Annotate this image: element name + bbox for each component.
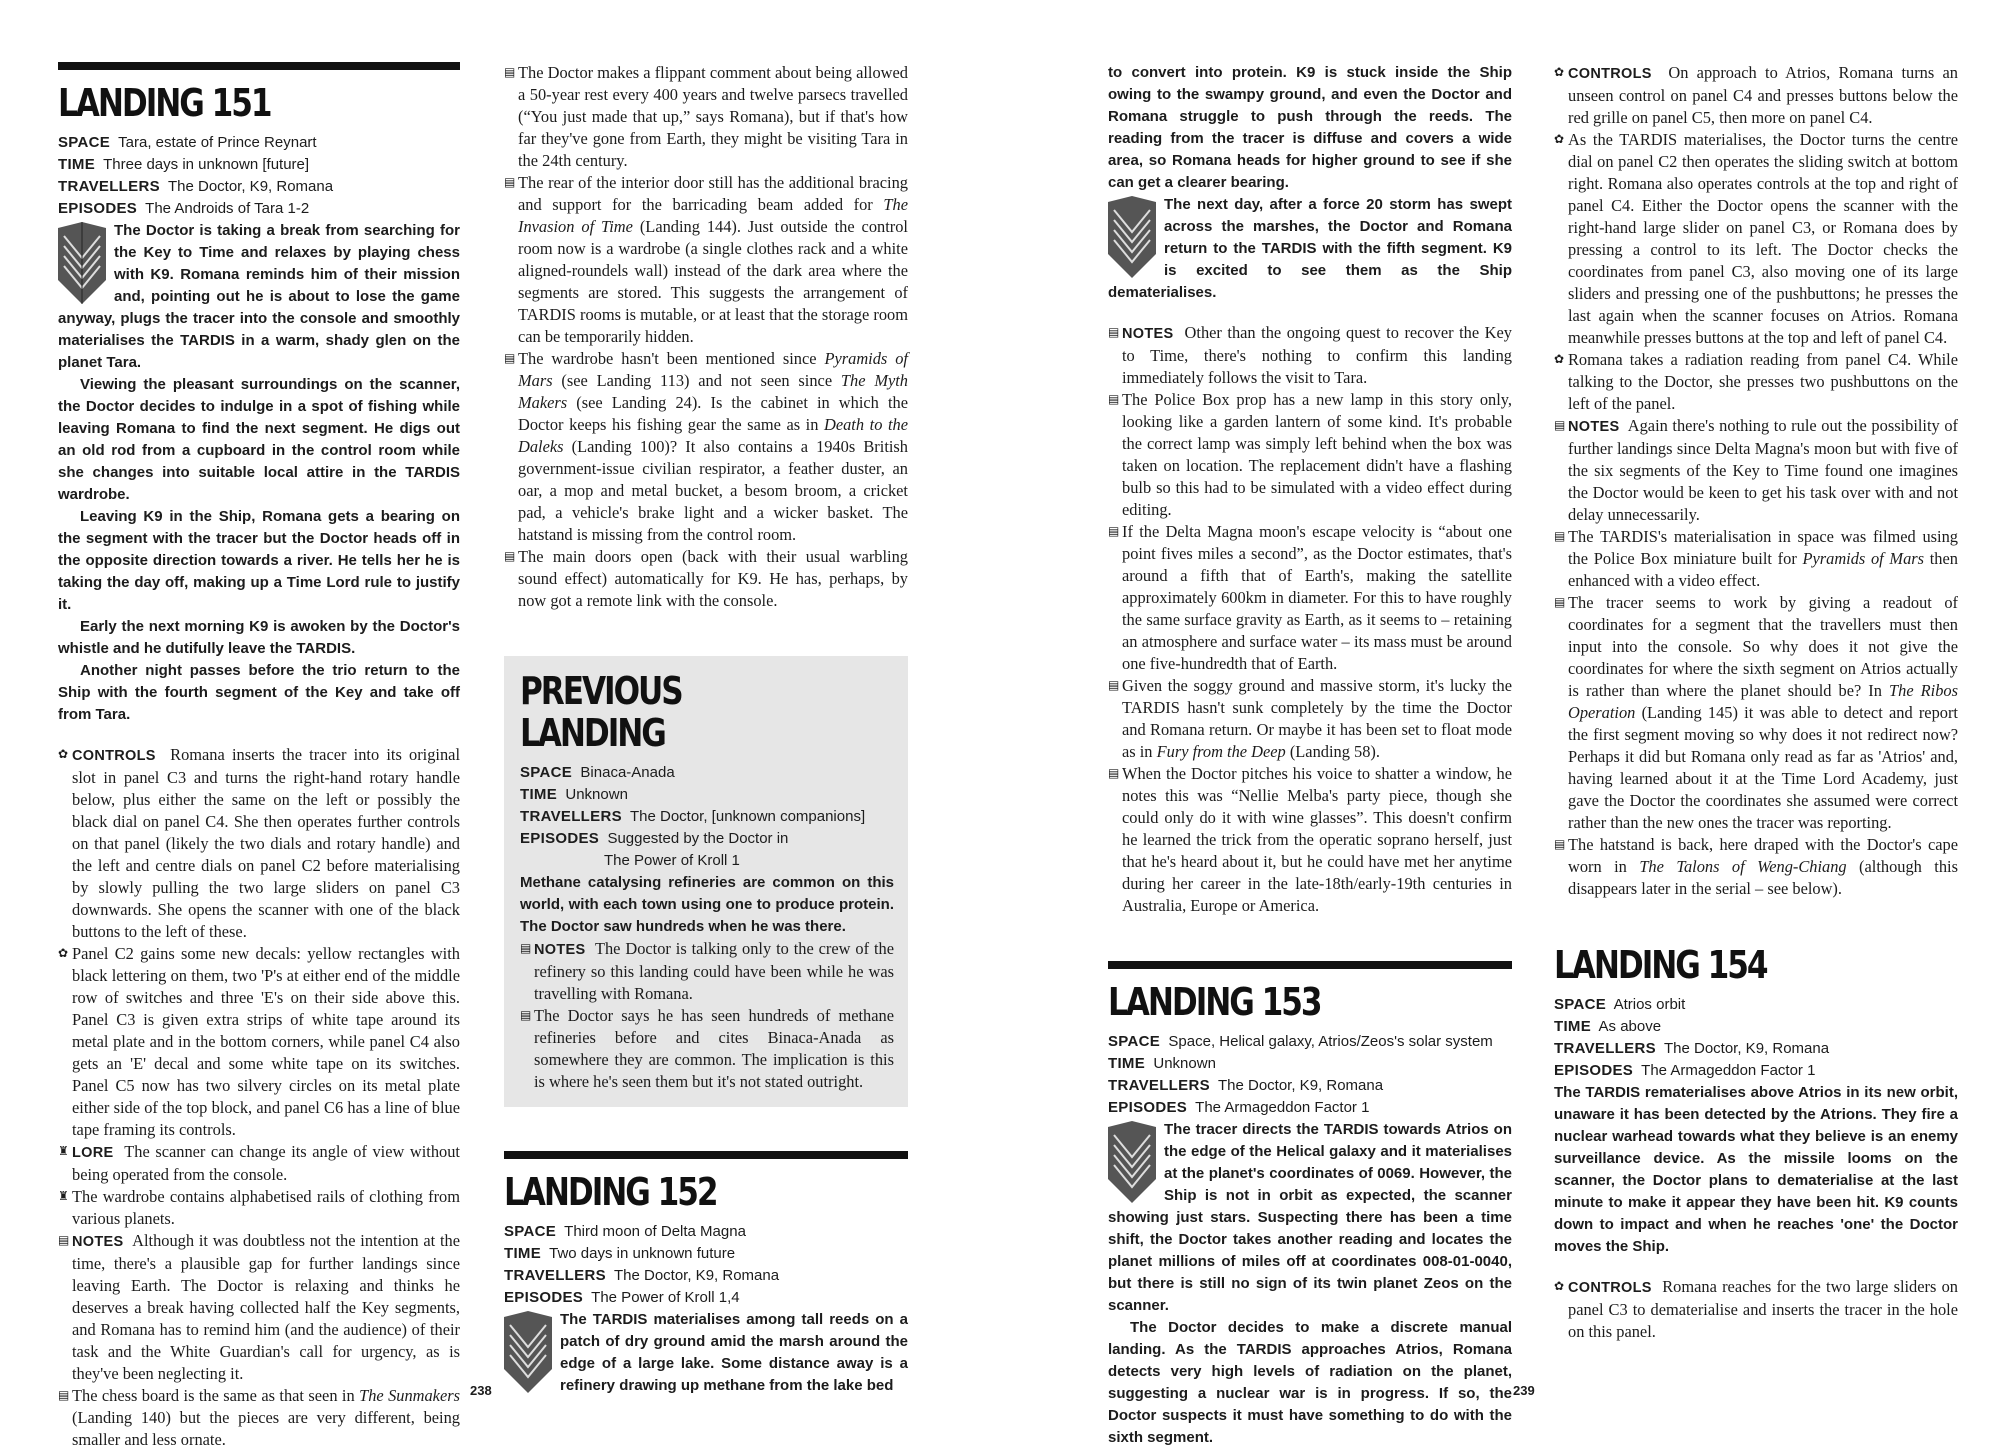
landing-154-summary: The TARDIS rematerialises above Atrios in its new orbit, unaware it has been detected by the Atrions. They fire a nuclear warhead towards what they believe is an enemy surveillance device. As the missile looms on the scanner, the Doctor plans to dematerialise at the last minute to make it appear they have been hit. K9 counts down to impact and when he reaches 'one' the Doctor moves the Ship. (1554, 1084, 1958, 1255)
landing-152-notes: ▤ NOTES Other than the ongoing quest to recover the Key to Time, there's nothing to confirm this landing immediately follows the visit to Tara. ▤ The Police Box prop has a new lamp in this story only, looking like a garden lantern of some kind. It's probable the correct lamp was simply left behind when the box was taken on location. The replacement didn't have a flashing bulb so this had to be simulated with a video effect during editing. ▤ If the Delta Magna moon's escape velocity is “about one point fives miles a second”, as the Doctor estimates, that's around a fifth that of Earth's, making the satellite approximately 600km in diameter. For this to have roughly the same surface gravity as Earth, as it seems to – retaining an atmosphere and surface water – its mass must be around one five-hundredth that of Earth. ▤ Given the soggy ground and massive storm, it's lucky the TARDIS hasn't sunk completely by the time the Doctor and Romana return. Or maybe it has been set to float mode as in Fury from the Deep (Landing 58). ▤ When the Doctor pitches his voice to shatter a window, he notes this was “Nellie Melba's party piece, though she could only do it with wine glasses”. This doesn't confirm he learned the trick from the operatic soprano herself, just that he's heard about it, but he could have met her anytime during her career in the late-18th/early-19th centuries in Australia, Europe or America. (1108, 323, 1512, 915)
time-tunnel-icon (504, 1311, 552, 1393)
landing-153-summary: The tracer directs the TARDIS towards Atrios on the edge of the Helical galaxy and it materialises at the planet's coordinates of 0069. However, the Ship is not in orbit as expected, the scanner showing just stars. Suspecting there has been a time shift, the Doctor takes another reading and locates the planet millions of miles off at coordinates 008-01-0040, but there is still no sign of its twin planet Zeos on the scanner. The Doctor decides to make a discrete manual landing. As the TARDIS approaches Atrios, Romana detects very high levels of radiation on the planet, suggesting a nuclear war is in progress. If so, the Doctor suspects it must have something to do with the sixth segment. (1108, 1121, 1512, 1446)
lore-icon: ♜ (58, 1189, 69, 1203)
notepad-icon: ▤ (504, 549, 516, 563)
time-tunnel-icon (1108, 1121, 1156, 1203)
time-tunnel-icon (58, 222, 106, 304)
landing-153-title: LANDING 153 (1108, 980, 1321, 1024)
landing-152-summary-cont: to convert into protein. K9 is stuck inside the Ship owing to the swampy ground, and even the Doctor and Romana struggle to push through the reeds. The reading from the tracer is diffuse and covers a wide area, so Romana heads for higher ground to see if she can get a clearer bearing. (1108, 64, 1512, 191)
gear-icon: ✿ (1554, 132, 1565, 146)
notepad-icon: ▤ (1554, 418, 1566, 432)
gear-icon: ✿ (58, 747, 69, 761)
column-3 (1108, 62, 1512, 1449)
notepad-icon: ▤ (1554, 529, 1566, 543)
page-number-right: 239 (1513, 1383, 1535, 1398)
landing-152-summary-end: The next day, after a force 20 storm has swept across the marshes, the Doctor and Romana return to the TARDIS with the fifth segment. K9 is excited to see them as the Ship dematerialises. (1108, 196, 1512, 301)
landing-151-meta: SPACE Tara, estate of Prince Reynart TIME Three days in unknown [future] TRAVELLERS The Doctor, K9, Romana EPISODES The Androids of Tara 1-2 (58, 134, 334, 217)
gear-icon: ✿ (1554, 1279, 1565, 1293)
landing-154-meta: SPACE Atrios orbit TIME As above TRAVELLERS The Doctor, K9, Romana EPISODES The Armageddon Factor 1 (1554, 996, 1830, 1079)
column-2: ▤ The Doctor makes a flippant comment about being allowed a 50-year rest every 400 years and twelve parsecs travelled (“You just made that up,” says Romana), but if that's how far they've gone from Earth, they might be visiting Tara in the 24th century. ▤ The rear of the interior door still has the additional bracing and support for the barricading beam added for The Invasion of Time (Landing 144). Just outside the control room now is a wardrobe (a single clothes rack and a white aligned-roundels wall) instead of the dark area where the segments are stored. This suggests the arrangement of TARDIS rooms is mutable, or at least that the storage room can be temporarily hidden. ▤ The wardrobe hasn't been mentioned since Pyramids of Mars (see Landing 113) and not seen since The Myth Makers (see Landing 24). Is the cabinet in which the Doctor keeps his fishing gear the same as in Death to the Daleks (Landing 100)? It also contains a 1940s British government-issue civilian respirator, a feather duster, an oar, a mop and metal bucket, a besom broom, a cricket pad, a vehicle's brake light and a wicker basket. The hatstand is missing from the control room. ▤ The main doors open (back with their usual warbling sound effect) automatically for K9. He has, perhaps, by now got a remote link with the console. PREVIOUS LANDING SPACE Binaca-Anada TIME Unknown TRAVELLERS The Doctor, [unknown companions] EPISODES Suggested by the Doctor in The Power of Kroll 1 Methane catalysing refineries are common on this world, with each town using one to produce protein. The Doctor saw hundreds when he was there. ▤ NOTES The Doctor is talking only to the crew of the refinery so this landing could have been while he was travelling with Romana. ▤ The Doctor says he has seen hundreds of methane refineries before and cites Binaca-Anada as somewhere they are common. The implication is this is where he's seen them but it's not stated outright. LANDING 152 SPACE Third moon of Delta Magna TIME Two days in unknown future TRAVELLERS The Doctor, K9, Romana EPISODES The Power of Kroll 1,4 The TARDIS materialises among tall reeds on a patch of dry ground amid the marsh around the edge of a large lake. Some distance away is a refinery drawing up methane from the lake bed (504, 62, 908, 1397)
section-rule (504, 1151, 908, 1159)
notepad-icon: ▤ (504, 175, 516, 189)
previous-landing-box: PREVIOUS LANDING SPACE Binaca-Anada TIME Unknown TRAVELLERS The Doctor, [unknown companions] EPISODES Suggested by the Doctor in The Power of Kroll 1 Methane catalysing refineries are common on this world, with each town using one to produce protein. The Doctor saw hundreds when he was there. ▤ NOTES The Doctor is talking only to the crew of the refinery so this landing could have been while he was travelling with Romana. ▤ The Doctor says he has seen hundreds of methane refineries before and cites Binaca-Anada as somewhere they are common. The implication is this is where he's seen them but it's not stated outright. (504, 656, 908, 1107)
gear-icon: ✿ (1554, 65, 1565, 79)
landing-153-meta: SPACE Space, Helical galaxy, Atrios/Zeos's solar system TIME Unknown TRAVELLERS The Doctor, K9, Romana EPISODES The Armageddon Factor 1 (1108, 1033, 1493, 1116)
section-rule (58, 62, 460, 70)
section-rule (1108, 961, 1512, 969)
gear-icon: ✿ (1554, 352, 1565, 366)
previous-landing-title: PREVIOUS LANDING (520, 669, 682, 755)
notepad-icon: ▤ (1554, 595, 1566, 609)
notepad-icon: ▤ (1108, 678, 1120, 692)
notepad-icon: ▤ (58, 1388, 70, 1402)
previous-landing-meta: SPACE Binaca-Anada TIME Unknown TRAVELLERS The Doctor, [unknown companions] EPISODES Suggested by the Doctor in The Power of Kroll 1 (520, 764, 866, 869)
landing-151-summary: The Doctor is taking a break from searching for the Key to Time and relaxes by playing chess with K9. Romana reminds him of their mission and, pointing out he is about to lose the game anyway, plugs the tracer into the console and smoothly materialises the TARDIS in a warm, shady glen on the planet Tara. Viewing the pleasant surroundings on the scanner, the Doctor decides to indulge in a spot of fishing while leaving Romana to find the next segment. He digs out an old rod from a cupboard in the control room while she changes into suitable local attire in the TARDIS wardrobe. Leaving K9 in the Ship, Romana gets a bearing on the segment with the tracer but the Doctor heads off in the opposite direction towards a river. He tells her he is taking the day off, making up a Time Lord rule to justify it. Early the next morning K9 is awoken by the Doctor's whistle and he dutifully leave the TARDIS. Another night passes before the trio return to the Ship with the fourth segment of the Key and take off from Tara. (58, 222, 460, 723)
landing-152-summary-part1: The TARDIS materialises among tall reeds on a patch of dry ground amid the marsh around the edge of a large lake. Some distance away is a refinery drawing up methane from the lake bed (504, 1309, 908, 1397)
lore-icon: ♜ (58, 1144, 69, 1158)
notepad-icon: ▤ (1108, 392, 1120, 406)
landing-152-title: LANDING 152 (504, 1170, 717, 1214)
notepad-icon: ▤ (1108, 325, 1120, 339)
landing-151-title: LANDING 151 (58, 81, 271, 125)
notepad-icon: ▤ (520, 941, 532, 955)
column-4: ✿ CONTROLS On approach to Atrios, Romana turns an unseen control on panel C4 and presses buttons below the red grille on panel C5, then more on panel C4. ✿ As the TARDIS materialises, the Doctor turns the centre dial on panel C2 then operates the sliding switch at bottom right. Romana also operates controls at the top and right of panel C4. Either the Doctor opens the scanner with the right-hand large slider on panel C3, or Romana does by pressing a control to its left. The Doctor checks the coordinates from panel C3, also moving one of its large sliders and pressing one of the pushbuttons; he presses the last again when the scanner focuses on Atrios. Romana meanwhile presses buttons at the top and left of panel C4. ✿ Romana takes a radiation reading from panel C4. While talking to the Doctor, she presses two pushbuttons on the left of the panel. ▤ NOTES Again there's nothing to rule out the possibility of further landings since Delta Magna's moon but with five of the six segments of the Key to Time found one imagines the Doctor would be keen to get his task over with and not delay unnecessarily. ▤ The TARDIS's materialisation in space was filmed using the Police Box miniature built for Pyramids of Mars then enhanced with a video effect. ▤ The tracer seems to work by giving a readout of coordinates for a segment that the travellers must then input into the console. So why does it not give the coordinates for where the sixth segment on Atrios actually is rather than where the planet should be? In The Ribos Operation (Landing 145) it was able to detect and report the first segment moving so why does it not redirect now? Perhaps it did but Romana only read as far as 'Atrios' and, having learned about it at the Time Lord Academy, just gave the Doctor the coordinates she assumed were correct rather than the new ones the tracer was reporting. ▤ The hatstand is back, here draped with the Doctor's cape worn in The Talons of Weng-Chiang (although this disappears later in the serial – see below). LANDING 154 SPACE Atrios orbit TIME As above TRAVELLERS The Doctor, K9, Romana EPISODES The Armageddon Factor 1 The TARDIS rematerialises above Atrios in its new orbit, unaware it has been detected by the Atrions. They fire a nuclear warhead towards what they believe is an enemy surveillance device. As the missile looms on the scanner, the Doctor plans to dematerialise at the last minute to make it appear they have been hit. K9 counts down to impact and when he reaches 'one' the Doctor moves the Ship. ✿ CONTROLS Romana reaches for the two large sliders on panel C3 to dematerialise and inserts the tracer in the hole on this panel. (1554, 63, 1958, 1341)
notepad-icon: ▤ (504, 351, 516, 365)
notepad-icon: ▤ (1108, 766, 1120, 780)
notepad-icon: ▤ (58, 1233, 70, 1247)
landing-152-meta: SPACE Third moon of Delta Magna TIME Two days in unknown future TRAVELLERS The Doctor, K9, Romana EPISODES The Power of Kroll 1,4 (504, 1223, 780, 1306)
page-number-left: 238 (470, 1383, 492, 1398)
landing-151-notes: ✿ CONTROLS Romana inserts the tracer into its original slot in panel C3 and turns the right-hand rotary handle below, plus either the same on the left or possibly the black dial on panel C4. She then operates further controls on that panel (likely the two dials and rotary handle) and the left and centre dials on panel C2 before materialising by slowly pulling the two large sliders on panel C3 downwards. She opens the scanner with one of the black buttons to the left of these. ✿ Panel C2 gains some new decals: yellow rectangles with black lettering on them, two 'P's at either end of the middle row of switches and three 'E's on their side above this. Panel C3 is given extra strips of white tape around its metal plate and in the bottom corners, while panel C4 also gets an 'E' decal and some white tape on its switches. Panel C5 now has two silvery circles on its metal plate either side of the top block, and panel C6 has a line of blue tape framing its controls. ♜ LORE The scanner can change its angle of view without being operated from the console. ♜ The wardrobe contains alphabetised rails of clothing from various planets. ▤ NOTES Although it was doubtless not the intention at the time, there's a plausible gap for further landings since leaving Earth. The Doctor is relaxing and thinks he deserves a break having collected half the Key segments, and Romana has to remind him (and the audience) of their task and the White Guardian's call for urgency, as is they've been neglecting it. ▤ The chess board is the same as that seen in The Sunmakers (Landing 140) but the pieces are very different, being smaller and less ornate. (58, 745, 460, 1449)
previous-landing-summary: Methane catalysing refineries are common on this world, with each town using one to produce protein. The Doctor saw hundreds when he was there. (520, 874, 894, 935)
notepad-icon: ▤ (504, 65, 516, 79)
time-tunnel-icon (1108, 196, 1156, 278)
gear-icon: ✿ (58, 946, 69, 960)
landing-154-notes: ✿ CONTROLS Romana reaches for the two large sliders on panel C3 to dematerialise and inserts the tracer in the hole on this panel. (1554, 1277, 1958, 1341)
landing-154-title: LANDING 154 (1554, 943, 1767, 987)
column-1 (58, 62, 460, 1451)
notepad-icon: ▤ (1108, 524, 1120, 538)
notepad-icon: ▤ (1554, 837, 1566, 851)
notepad-icon: ▤ (520, 1008, 532, 1022)
